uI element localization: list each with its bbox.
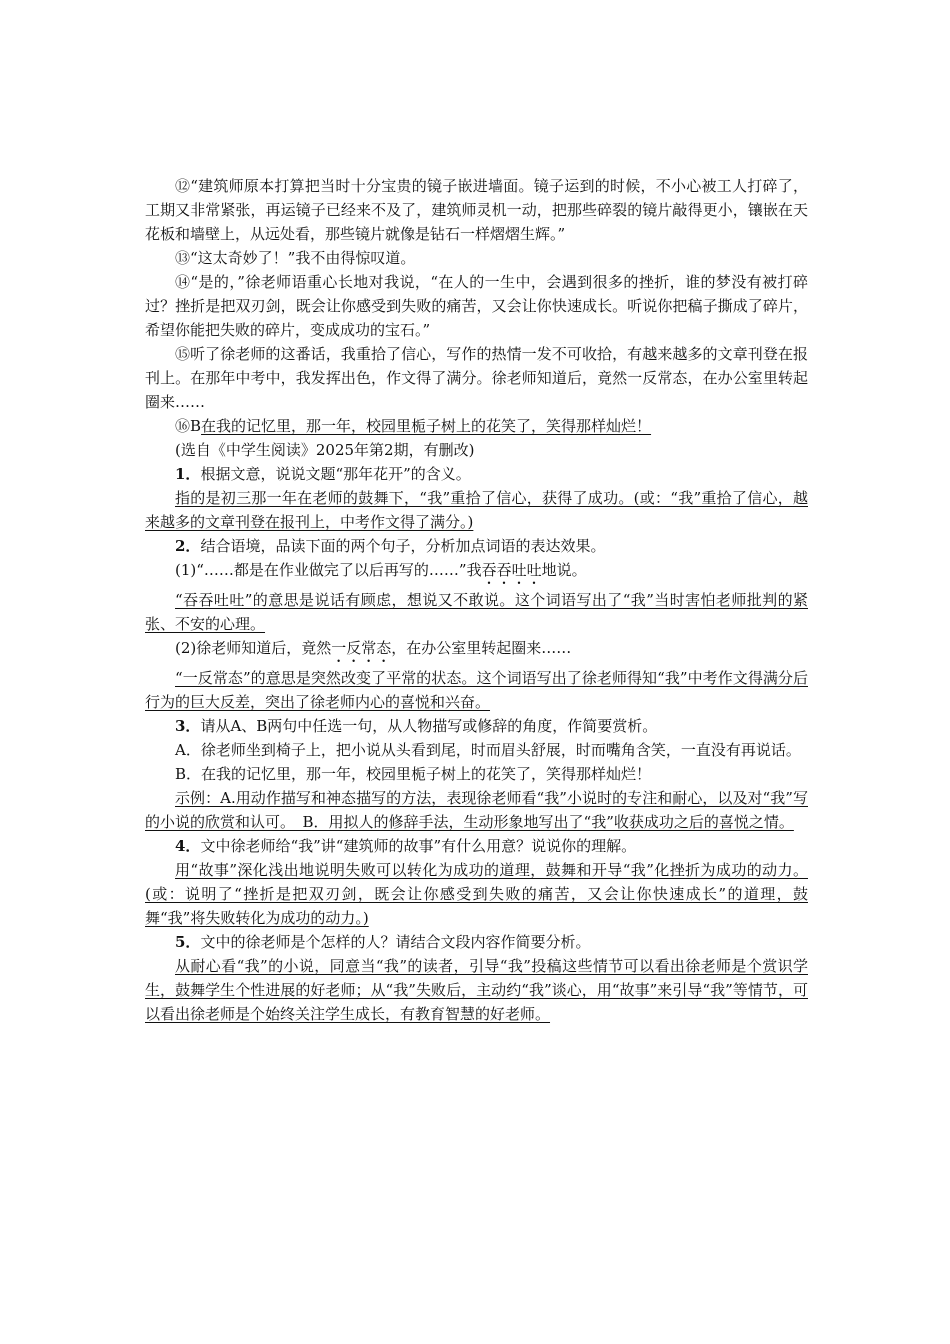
- question-5: [145, 930, 808, 954]
- dotted-word: 吞吞吐吐: [481, 561, 542, 579]
- question-text: 文中的徐老师是个怎样的人？请结合文段内容作简要分析。: [200, 933, 591, 951]
- source-note: (选自《中学生阅读》2025年第2期，有删改): [175, 441, 475, 459]
- answer-4: 用“故事”深化浅出地说明失败可以转化为成功的道理，鼓舞和开导“我”化挫折为成功的动力。(或：说明了“挫折是把双刃剑，既会让你感受到失败的痛苦，又会让你快速成长”的道理，鼓舞“我”将失败转化为成功的动力。): [145, 861, 808, 927]
- option-a: A．徐老师坐到椅子上，把小说从头看到尾，时而眉头舒展，时而嘴角含笑，一直没有再说话。: [175, 741, 801, 759]
- sentence-text: (1)“……都是在作业做完了以后再写的……”我: [175, 561, 482, 579]
- paragraph-13: ⑬“这太奇妙了！”我不由得惊叹道。: [175, 249, 416, 267]
- dotted-word: 一反常态: [331, 639, 392, 657]
- paragraph-16: [145, 414, 808, 438]
- question-text: 文中徐老师给“我”讲“建筑师的故事”有什么用意？说说你的理解。: [200, 837, 637, 855]
- answer-2-1: “吞吞吐吐”的意思是说话有顾虑，想说又不敢说。这个词语写出了“我”当时害怕老师批判的紧张、不安的心理。: [145, 591, 808, 633]
- question-number: 5．: [175, 933, 201, 951]
- question-2-sentence-1: [145, 558, 808, 588]
- question-number: 2．: [175, 537, 201, 555]
- paragraph-14: ⑭“是的，”徐老师语重心长地对我说，“在人的一生中，会遇到很多的挫折，谁的梦没有被打碎过？挫折是把双刃剑，既会让你感受到失败的痛苦，又会让你快速成长。听说你把稿子撕成了碎片，希望你能把失败的碎片，变成成功的宝石。”: [145, 273, 808, 339]
- question-1: [145, 462, 808, 486]
- option-b: B．在我的记忆里，那一年，校园里栀子树上的花笑了，笑得那样灿烂！: [175, 765, 652, 783]
- question-text: 结合语境，品读下面的两个句子，分析加点词语的表达效果。: [200, 537, 606, 555]
- question-2: [145, 534, 808, 558]
- paragraph-16-text: 在我的记忆里，那一年，校园里栀子树上的花笑了，笑得那样灿烂！: [201, 417, 652, 435]
- sentence-text: (2)徐老师知道后，竟然: [175, 639, 332, 657]
- document-page: [145, 174, 808, 1026]
- paragraph-16-marker: ⑯B: [175, 417, 202, 435]
- sentence-text: ，在办公室里转起圈来……: [391, 639, 572, 657]
- question-number: 1．: [175, 465, 201, 483]
- paragraph-15: ⑮听了徐老师的这番话，我重拾了信心，写作的热情一发不可收拾，有越来越多的文章刊登在报刊上。在那年中考中，我发挥出色，作文得了满分。徐老师知道后，竟然一反常态，在办公室里转起圈来……: [145, 345, 808, 411]
- answer-5: 从耐心看“我”的小说，同意当“我”的读者，引导“我”投稿这些情节可以看出徐老师是个赏识学生，鼓舞学生个性进展的好老师；从“我”失败后，主动约“我”谈心，用“故事”来引导“我”等情节，可以看出徐老师是个始终关注学生成长，有教育智慧的好老师。: [145, 957, 808, 1023]
- question-2-sentence-2: [145, 636, 808, 666]
- question-3: [145, 714, 808, 738]
- answer-2-2: “一反常态”的意思是突然改变了平常的状态。这个词语写出了徐老师得知“我”中考作文得满分后行为的巨大反差，突出了徐老师内心的喜悦和兴奋。: [145, 669, 808, 711]
- question-number: 3．: [175, 717, 201, 735]
- sentence-text: 地说。: [541, 561, 587, 579]
- question-number: 4．: [175, 837, 201, 855]
- question-4: [145, 834, 808, 858]
- answer-3: 示例：A.用动作描写和神态描写的方法，表现徐老师看“我”小说时的专注和耐心，以及对“我”写的小说的欣赏和认可。 B．用拟人的修辞手法，生动形象地写出了“我”收获成功之后的喜悦之情。: [145, 789, 808, 831]
- question-text: 根据文意，说说文题“那年花开”的含义。: [200, 465, 471, 483]
- paragraph-12: ⑫“建筑师原本打算把当时十分宝贵的镜子嵌进墙面。镜子运到的时候，不小心被工人打碎了，工期又非常紧张，再运镜子已经来不及了，建筑师灵机一动，把那些碎裂的镜片敲得更小，镶嵌在天花板和墙壁上，从远处看，那些镜片就像是钻石一样熠熠生辉。”: [145, 177, 808, 243]
- question-text: 请从A、B两句中任选一句，从人物描写或修辞的角度，作简要赏析。: [200, 717, 658, 735]
- answer-1: 指的是初三那一年在老师的鼓舞下，“我”重拾了信心，获得了成功。(或：“我”重拾了信心，越来越多的文章刊登在报刊上，中考作文得了满分。): [145, 489, 808, 531]
